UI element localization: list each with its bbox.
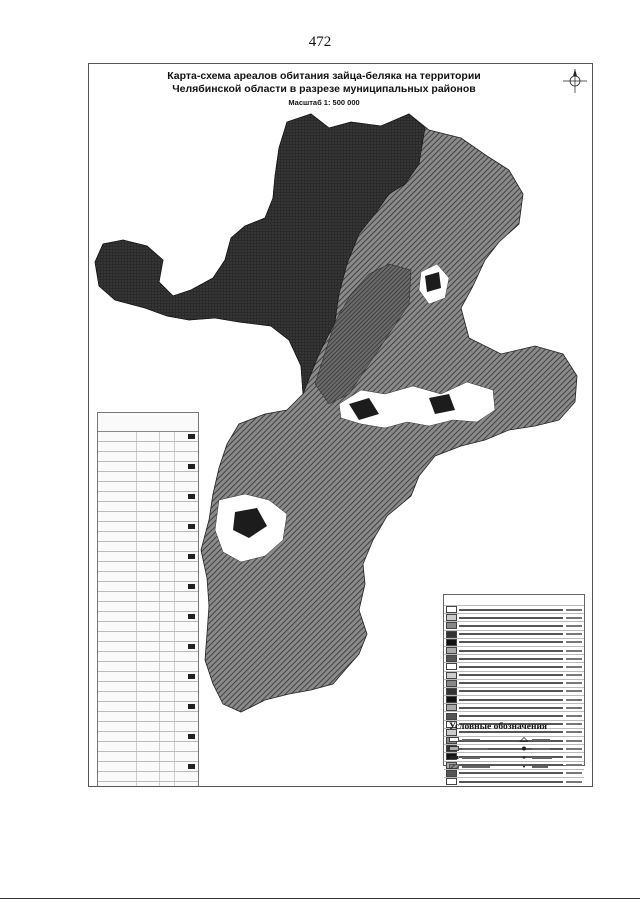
map-frame [88,63,593,787]
district-table-row [98,652,198,662]
district-table [97,412,199,787]
district-table-row [98,742,198,752]
district-table-row [98,632,198,642]
district-table-row [98,612,198,622]
habitat-legend-row [444,695,584,703]
district-table-row [98,472,198,482]
map-scale: Масштаб 1: 500 000 [288,98,360,107]
district-table-row [98,712,198,722]
legend-item [449,746,519,751]
district-table-row [98,432,198,442]
district-table-row [98,572,198,582]
habitat-legend-row [444,671,584,679]
map-title-line-2: Челябинской области в разрезе муниципальных районов [172,83,476,95]
district-table-row [98,722,198,732]
habitat-legend-row [444,711,584,719]
district-table-row [98,692,198,702]
district-table-row [98,782,198,787]
legend-title: Условные обозначения [449,722,548,732]
legend [449,722,589,782]
district-table-row [98,562,198,572]
road-icon [449,755,459,760]
map-title-line-1: Карта-схема ареалов обитания зайца-беляка на территории [167,70,481,82]
district-table-row [98,592,198,602]
page-number: 472 [308,34,332,50]
district-table-row [98,482,198,492]
district-table-row [98,502,198,512]
habitat-legend-row [444,630,584,638]
district-table-row [98,672,198,682]
habitat-legend-row [444,662,584,670]
map-title [89,70,559,96]
district-table-row [98,752,198,762]
habitat-legend-row [444,654,584,662]
legend-item [449,737,519,742]
district-table-row [98,512,198,522]
district-table-row [98,532,198,542]
habitat-legend-row [444,687,584,695]
district-table-row [98,622,198,632]
legend-item [449,755,519,760]
legend-item [519,755,589,760]
district-table-row [98,582,198,592]
triangle-icon [519,737,529,742]
settlement-dot-icon [519,755,529,760]
district-border-icon [449,746,459,751]
habitat-legend-caption [444,595,584,605]
habitat-legend-row [444,679,584,687]
habitat-legend-row [444,613,584,621]
legend-item [449,764,519,769]
district-table-row [98,522,198,532]
region-border-icon [449,737,459,742]
bottom-rule [0,898,640,899]
district-table-row [98,702,198,712]
habitat-legend-row [444,646,584,654]
district-table-row [98,662,198,672]
habitat-legend-row [444,638,584,646]
hatched-area-icon [449,764,459,769]
legend-item [519,764,589,769]
habitat-legend-row [444,621,584,629]
district-table-row [98,762,198,772]
district-table-row [98,682,198,692]
city-dot-icon [519,746,529,751]
point-icon [519,764,529,769]
legend-item [519,737,589,742]
district-table-row [98,552,198,562]
district-table-row [98,732,198,742]
district-table-row [98,442,198,452]
district-table-row [98,542,198,552]
district-table-row [98,462,198,472]
district-table-row [98,602,198,612]
legend-item [519,746,589,751]
district-table-row [98,492,198,502]
habitat-legend-row [444,605,584,613]
district-table-header [98,413,198,432]
habitat-legend-row [444,703,584,711]
district-table-row [98,642,198,652]
district-table-row [98,772,198,782]
district-table-row [98,452,198,462]
compass-rose-icon [562,68,588,94]
